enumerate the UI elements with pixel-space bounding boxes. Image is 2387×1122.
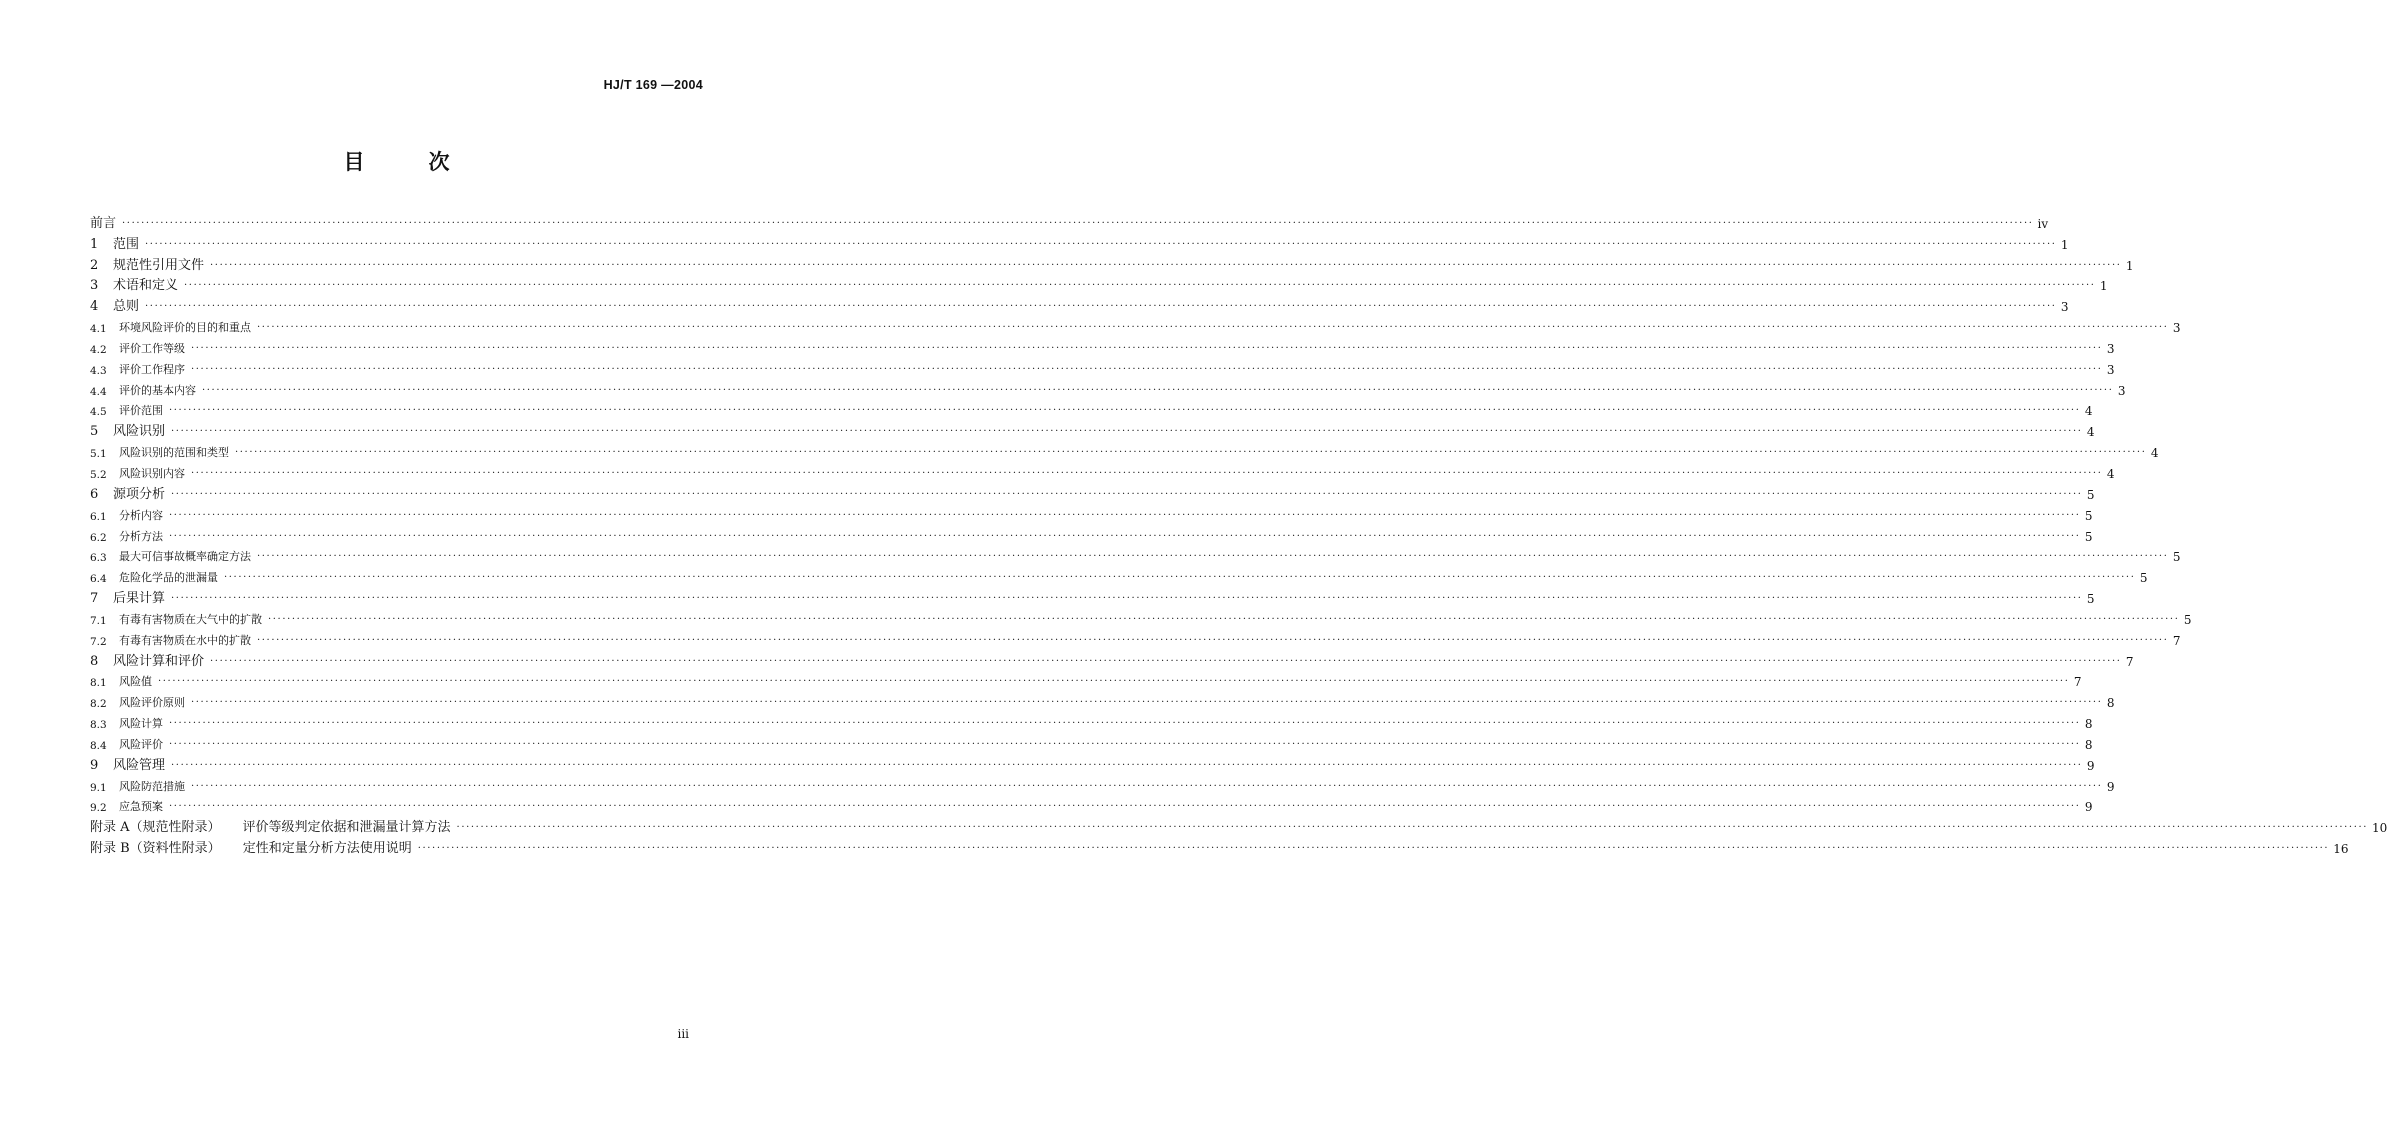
toc-annex-a[interactable] [90,814,2387,836]
toc-entry-page: 7 [2172,633,2181,648]
toc-entry-page: 7 [2125,654,2134,669]
toc-annex-title: 评价等级判定依据和泄漏量计算方法 [242,820,451,836]
toc-entry-text: 分析方法 [119,529,163,543]
toc-entry-number: 6 [90,486,99,502]
toc-entry-6-2[interactable] [90,523,2093,544]
toc-entry-text: 有毒有害物质在大气中的扩散 [119,612,262,626]
toc-entry-page: 3 [2060,300,2069,315]
toc-entry-number: 6.4 [90,573,107,586]
toc-leader-dots: ················································································································································································································································································································································································································ [169,530,2081,542]
toc-entry-7-2[interactable] [90,627,2181,648]
toc-entry-text: 范围 [113,236,140,252]
toc-entry-5-1[interactable] [90,439,2159,461]
toc-leader-dots: ················································································································································································································································································································································································································ [257,634,2169,646]
toc-entry-page: 5 [2139,571,2148,586]
standard-code: HJ/T 169 —2004 [603,78,703,92]
toc-entry-8-1[interactable] [90,669,2082,690]
toc-entry-page: 5 [2183,612,2192,627]
toc-entry-number: 8 [90,653,99,669]
toc-leader-dots: ················································································································································································································································································································································································································ [210,259,2122,271]
toc-leader-dots: ················································································································································································································································································································································································································ [257,551,2169,563]
toc-entry-number: 6.2 [90,531,107,544]
toc-entry-number: 3 [90,278,99,294]
toc-entry-6[interactable] [90,481,2095,502]
toc-leader-dots: ················································································································································································································································································································································································································ [158,676,2070,688]
table-of-contents [90,210,2387,857]
toc-entry-text: 评价工作程序 [119,362,185,376]
toc-leader-dots: ················································································································································································································································································································································································································ [169,509,2081,521]
toc-entry-number: 6.3 [90,552,107,565]
toc-entry-number: 8.1 [90,677,107,690]
toc-leader-dots: ················································································································································································································································································································································································································ [171,488,2083,500]
toc-entry-text: 分析内容 [119,508,163,522]
toc-entry-8[interactable] [90,648,2134,669]
title-char-2: 次 [428,149,450,174]
toc-entry-2[interactable] [90,252,2134,273]
toc-entry-page: 3 [2106,341,2115,356]
toc-leader-dots: ················································································································································································································································································································································································································ [456,822,2369,834]
toc-entry-page: 7 [2073,675,2082,690]
toc-entry-number: 4 [90,299,99,315]
toc-entry-page: 3 [2117,383,2126,398]
toc-annex-label: 附录 B（资料性附录） [90,841,221,857]
toc-entry-7[interactable] [90,585,2095,607]
toc-entry-number: 7.1 [90,614,107,627]
toc-leader-dots: ················································································································································································································································································································································································································ [191,342,2103,354]
toc-entry-page: 4 [2084,404,2093,419]
toc-leader-dots: ················································································································································································································································································································································································································ [122,217,2034,229]
toc-leader-dots: ················································································································································································································································································································································································································ [202,384,2114,396]
toc-entry-6-1[interactable] [90,502,2093,523]
toc-leader-dots: ················································································································································································································································································································································································································ [169,801,2081,813]
toc-entry-text: 评价的基本内容 [119,383,196,397]
toc-leader-dots: ················································································································································································································································································································································································································ [235,447,2147,459]
toc-annex-label: 附录 A（规范性附录） [90,820,221,836]
toc-entry-text: 风险识别的范围和类型 [119,446,229,460]
toc-entry-text: 风险评价 [119,737,163,751]
title-char-1: 目 [343,149,365,174]
toc-entry-3[interactable] [90,273,2108,294]
toc-entry-number: 5 [90,424,99,440]
toc-entry-number: 9.2 [90,802,107,815]
toc-entry-6-4[interactable] [90,564,2148,586]
toc-leader-dots: ················································································································································································································································································································································································································ [191,780,2103,792]
toc-entry-8-2[interactable] [90,689,2115,711]
toc-entry-page: ⅳ [2037,216,2049,231]
toc-leader-dots: ················································································································································································································································································································································································································ [145,301,2057,313]
toc-entry-number: 8.4 [90,739,107,752]
toc-entry-number: 2 [90,257,99,273]
toc-entry-6-3[interactable] [90,544,2181,565]
toc-entry-text: 风险计算 [119,717,163,731]
toc-entry-text: 术语和定义 [113,278,179,294]
toc-leader-dots: ················································································································································································································································································································································································································ [169,718,2081,730]
toc-entry-number: 5.2 [90,468,107,481]
toc-entry-number: 7.2 [90,635,107,648]
toc-entry-foreword[interactable] [90,210,2049,231]
toc-entry-text: 规范性引用文件 [113,257,205,273]
toc-entry-text: 后果计算 [113,591,166,607]
toc-entry-4-5[interactable] [90,398,2093,419]
toc-leader-dots: ················································································································································································································································································································································································································ [224,572,2136,584]
toc-entry-text: 风险评价原则 [119,696,185,710]
toc-leader-dots: ················································································································································································································································································································································································································ [268,613,2180,625]
toc-leader-dots: ················································································································································································································································································································································································································ [417,843,2330,855]
toc-entry-number: 7 [90,591,99,607]
toc-entry-number: 6.1 [90,510,107,523]
toc-leader-dots: ················································································································································································································································································································································································································ [169,405,2081,417]
toc-entry-page: 3 [2172,321,2181,336]
toc-entry-4-2[interactable] [90,335,2115,356]
toc-entry-9-1[interactable] [90,773,2115,794]
toc-entry-text: 环境风险评价的目的和重点 [119,321,251,335]
toc-leader-dots: ················································································································································································································································································································································································································ [191,697,2103,709]
page-title [0,146,793,176]
toc-entry-9-2[interactable] [90,794,2093,815]
toc-entry-text: 危险化学品的泄漏量 [119,571,218,585]
toc-entry-4-4[interactable] [90,377,2126,398]
toc-entry-text: 风险管理 [113,757,166,773]
toc-entry-text: 风险识别 [113,424,166,440]
toc-entry-4-3[interactable] [90,356,2115,377]
toc-annex-page: 16 [2333,842,2349,857]
toc-entry-page: 5 [2172,550,2181,565]
toc-entry-text: 最大可信事故概率确定方法 [119,550,251,564]
toc-annex-title: 定性和定量分析方法使用说明 [242,841,412,857]
toc-entry-text: 总则 [113,299,140,315]
toc-leader-dots: ················································································································································································································································································································································································································ [145,238,2057,250]
toc-entry-1[interactable] [90,231,2069,252]
toc-leader-dots: ················································································································································································································································································································································································································ [171,426,2083,438]
toc-leader-dots: ················································································································································································································································································································································································································ [257,322,2169,334]
toc-entry-text: 评价工作等级 [119,341,185,355]
toc-entry-4-1[interactable] [90,314,2181,336]
toc-entry-7-1[interactable] [90,606,2192,627]
toc-leader-dots: ················································································································································································································································································································································································································ [184,280,2096,292]
toc-entry-number: 1 [90,236,99,252]
toc-leader-dots: ················································································································································································································································································································································································································ [169,738,2081,750]
toc-entry-number: 4.1 [90,323,107,336]
toc-entry-number: 8.3 [90,719,107,732]
toc-entry-page: 4 [2086,425,2095,440]
toc-entry-page: 1 [2099,279,2108,294]
toc-entry-text: 有毒有害物质在水中的扩散 [119,633,251,647]
toc-entry-5[interactable] [90,418,2095,440]
toc-leader-dots: ················································································································································································································································································································································································································ [191,363,2103,375]
toc-entry-page: 4 [2106,466,2115,481]
toc-entry-page: 8 [2106,696,2115,711]
toc-annex-b[interactable] [90,835,2349,857]
toc-leader-dots: ················································································································································································································································································································································································································ [191,467,2103,479]
toc-entry-page: 5 [2086,487,2095,502]
toc-leader-dots: ················································································································································································································································································································································································································ [171,593,2083,605]
toc-entry-page: 5 [2086,592,2095,607]
toc-entry-page: 1 [2125,258,2134,273]
toc-entry-page: 3 [2106,362,2115,377]
toc-entry-number: 5.1 [90,448,107,461]
toc-entry-page: 9 [2084,800,2093,815]
toc-entry-4[interactable] [90,293,2069,315]
toc-entry-text: 源项分析 [113,486,166,502]
toc-entry-number: 4.2 [90,343,107,356]
toc-entry-text: 评价范围 [119,404,163,418]
toc-entry-number: 9.1 [90,781,107,794]
toc-entry-text: 风险防范措施 [119,779,185,793]
toc-leader-dots: ················································································································································································································································································································································································································ [210,655,2122,667]
toc-entry-page: 5 [2084,529,2093,544]
toc-entry-text: 应急预案 [119,800,163,814]
toc-entry-page: 8 [2084,737,2093,752]
toc-entry-page: 9 [2106,779,2115,794]
toc-leader-dots: ················································································································································································································································································································································································································ [171,759,2083,771]
toc-entry-page: 1 [2060,237,2069,252]
toc-entry-page: 9 [2086,758,2095,773]
toc-entry-text: 前言 [90,215,117,231]
toc-entry-8-3[interactable] [90,710,2093,732]
toc-entry-8-4[interactable] [90,731,2093,752]
toc-entry-number: 4.4 [90,385,107,398]
toc-annex-page: 10 [2372,821,2387,836]
toc-entry-number: 8.2 [90,698,107,711]
toc-entry-page: 4 [2150,446,2159,461]
toc-entry-text: 风险值 [119,675,152,689]
toc-entry-page: 8 [2084,717,2093,732]
page-number: iii [677,1027,689,1041]
toc-entry-number: 4.3 [90,364,107,377]
toc-entry-page: 5 [2084,508,2093,523]
toc-entry-number: 9 [90,757,99,773]
toc-entry-text: 风险计算和评价 [113,653,205,669]
toc-entry-9[interactable] [90,752,2095,773]
toc-entry-text: 风险识别内容 [119,466,185,480]
toc-entry-5-2[interactable] [90,460,2115,481]
toc-entry-number: 4.5 [90,406,107,419]
